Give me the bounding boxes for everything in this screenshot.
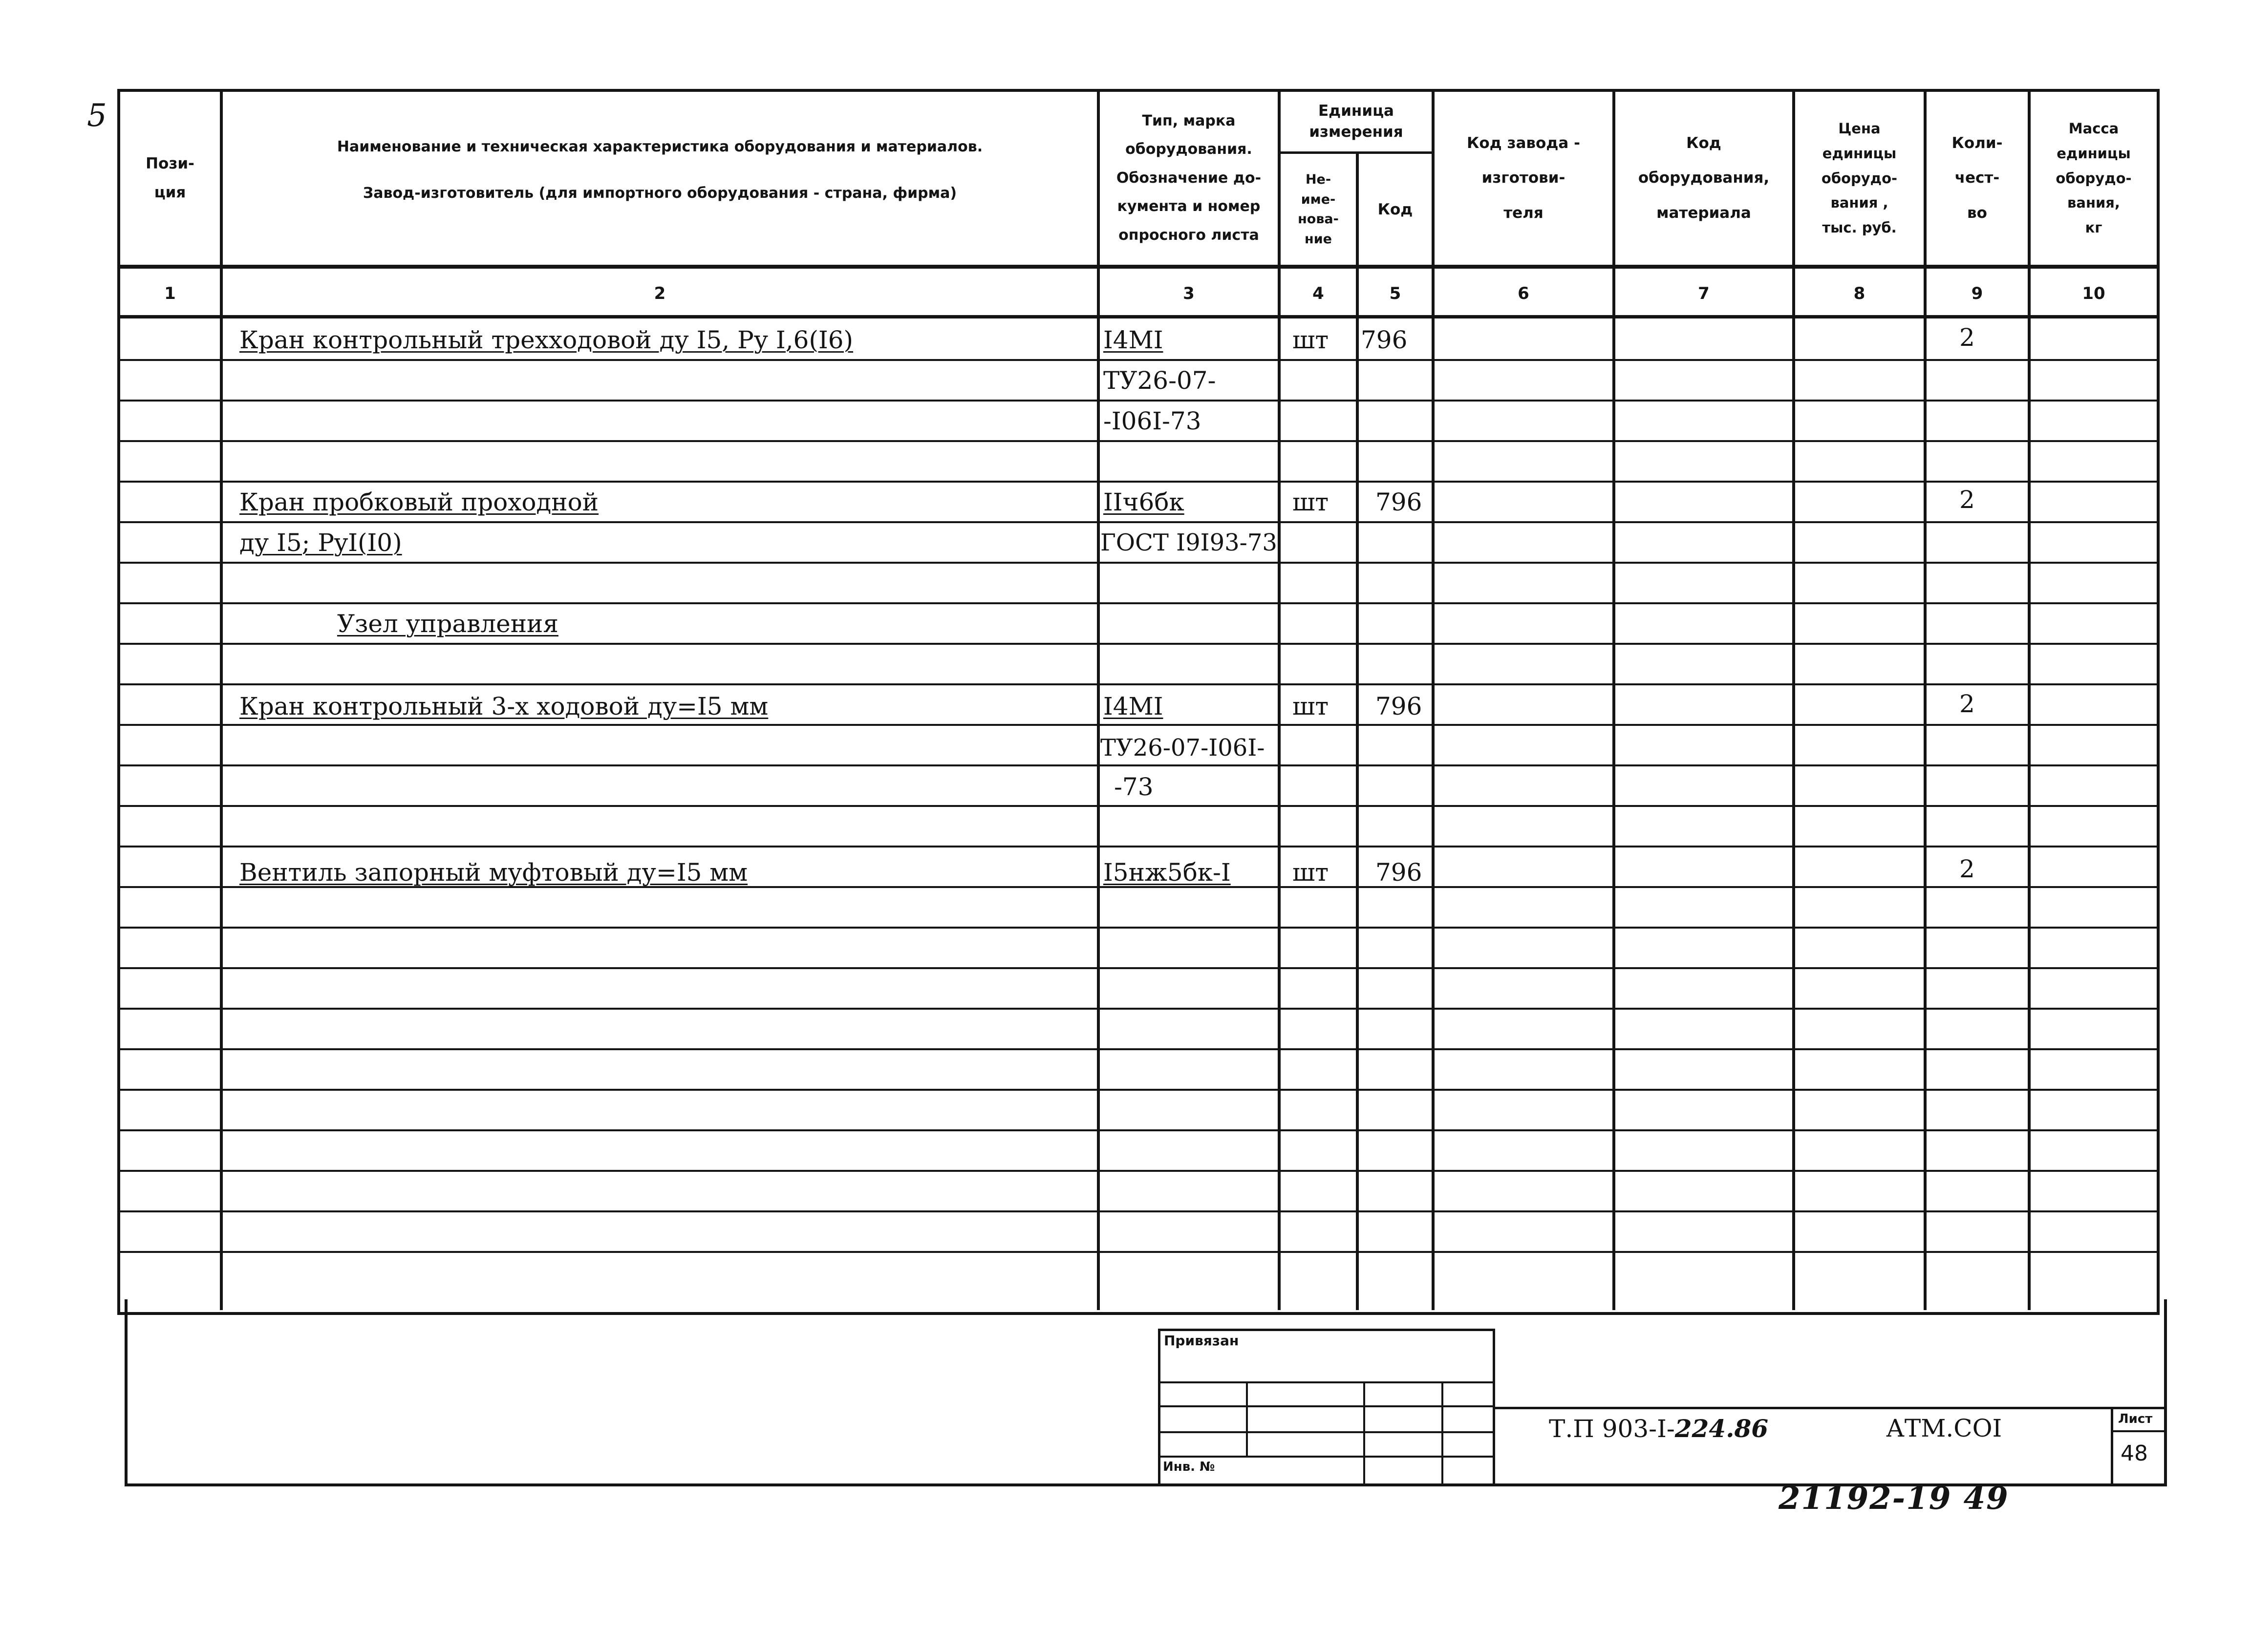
- row-10-unit: шт: [1292, 692, 1329, 720]
- colnum-6: 6: [1518, 284, 1529, 303]
- header-unit-mass: Масса единицы оборудо- вания, кг: [2056, 120, 2132, 236]
- header-position: Пози- ция: [146, 155, 194, 201]
- row-5-name: Кран пробковый проходной: [239, 488, 599, 516]
- row-6-type: ГОСТ I9I93-73: [1100, 529, 1277, 556]
- header-name-line2: Завод-изготовитель (для импортного оборудования - страна, фирма): [363, 184, 957, 202]
- row-rule: [117, 1089, 2160, 1091]
- row-6-name: ду I5; PyI(I0): [239, 529, 402, 557]
- row-1-unit: шт: [1292, 326, 1329, 354]
- header-unit-group: Единица измерения: [1309, 102, 1403, 141]
- sheet-label: Лист: [2118, 1412, 2153, 1426]
- col-divider-4: [1356, 151, 1359, 1310]
- document-number-handwritten: 224.86: [1674, 1414, 1769, 1443]
- privyazan-rule-2: [1158, 1405, 1495, 1407]
- header-type-mark: Тип, марка оборудования. Обозначение до- кумента и номер опросного листа: [1116, 112, 1262, 244]
- row-rule: [117, 1170, 2160, 1172]
- header-bottom-rule: [117, 265, 2160, 269]
- privyazan-col-3: [1441, 1381, 1443, 1486]
- header-quantity: Коли- чест- во: [1951, 134, 2003, 222]
- row-14-type: I5нж5бк-I: [1103, 858, 1231, 887]
- row-10-code: 796: [1375, 692, 1422, 720]
- colnum-2: 2: [654, 284, 666, 303]
- row-10-name: Кран контрольный 3-х ходовой ду=I5 мм: [239, 692, 769, 720]
- row-rule: [117, 1129, 2160, 1131]
- inventory-number-label: Инв. №: [1163, 1460, 1215, 1474]
- privyazan-rule-4: [1158, 1456, 1495, 1458]
- document-code: АТМ.COI: [1886, 1414, 2002, 1442]
- document-number-prefix: Т.П 903-I-: [1549, 1415, 1675, 1443]
- sheet-box-rule: [2111, 1430, 2167, 1432]
- row-10-type: I4MI: [1103, 692, 1163, 720]
- header-equipment-code: Код оборудования, материала: [1638, 134, 1770, 222]
- privyazan-rule-3: [1158, 1431, 1495, 1433]
- colnum-8: 8: [1853, 284, 1865, 303]
- privyazan-rule-1: [1158, 1381, 1495, 1383]
- header-name-line1: Наименование и техническая характеристика оборудования и материалов.: [337, 138, 983, 155]
- row-rule: [117, 1251, 2160, 1253]
- footer-handwritten-note: 21192-19 49: [1779, 1480, 2009, 1517]
- row-10-qty: 2: [1959, 690, 1975, 718]
- privyazan-col-1: [1246, 1381, 1248, 1456]
- row-rule: [117, 846, 2160, 847]
- header-unit-price: Цена единицы оборудо- вания , тыс. руб.: [1821, 120, 1898, 236]
- row-14-name: Вентиль запорный муфтовый ду=I5 мм: [239, 858, 748, 887]
- row-rule: [117, 683, 2160, 685]
- colnum-5: 5: [1389, 284, 1401, 303]
- header-unit-name: Не- име- нова- ние: [1298, 172, 1339, 247]
- document-number: [1549, 1414, 1768, 1443]
- row-8-name: Узел управления: [337, 610, 558, 638]
- colnum-4: 4: [1312, 284, 1324, 303]
- row-14-unit: шт: [1292, 858, 1329, 887]
- row-5-qty: 2: [1959, 486, 1975, 514]
- colnum-7: 7: [1698, 284, 1710, 303]
- row-rule: [117, 927, 2160, 929]
- row-rule: [117, 1048, 2160, 1050]
- colnum-bottom-rule: [117, 315, 2160, 318]
- stamp-frame: [125, 1299, 2167, 1486]
- row-2-type: ТУ26-07-: [1103, 366, 1216, 395]
- row-5-unit: шт: [1292, 488, 1329, 516]
- row-rule: [117, 1008, 2160, 1010]
- corner-page-number: 5: [87, 98, 107, 134]
- row-rule: [117, 1210, 2160, 1212]
- title-block-rule: [1495, 1407, 2167, 1409]
- row-12-type: -73: [1114, 773, 1154, 801]
- colnum-9: 9: [1971, 284, 1983, 303]
- row-1-code: 796: [1361, 326, 1408, 354]
- row-rule: [117, 967, 2160, 969]
- privyazan-col-2: [1363, 1381, 1365, 1486]
- unit-group-rule: [1278, 151, 1432, 154]
- row-5-code: 796: [1375, 488, 1422, 516]
- row-11-type: ТУ26-07-I06I-: [1100, 734, 1265, 762]
- colnum-1: 1: [164, 284, 176, 303]
- row-14-code: 796: [1375, 858, 1422, 887]
- row-3-type: -I06I-73: [1103, 407, 1201, 435]
- row-1-type: I4MI: [1103, 326, 1163, 354]
- colnum-10: 10: [2082, 284, 2105, 303]
- colnum-3: 3: [1183, 284, 1195, 303]
- header-unit-code: Код: [1377, 200, 1413, 218]
- row-5-type: IIч6бк: [1103, 488, 1184, 516]
- privyazan-label: Привязан: [1164, 1333, 1239, 1349]
- row-14-qty: 2: [1959, 855, 1975, 883]
- row-1-name: Кран контрольный трехходовой ду I5, Ру I,6(I6): [239, 326, 854, 354]
- sheet-number: 48: [2121, 1441, 2148, 1466]
- row-1-qty: 2: [1959, 323, 1975, 352]
- header-manufacturer-code: Код завода - изготови- теля: [1467, 134, 1580, 222]
